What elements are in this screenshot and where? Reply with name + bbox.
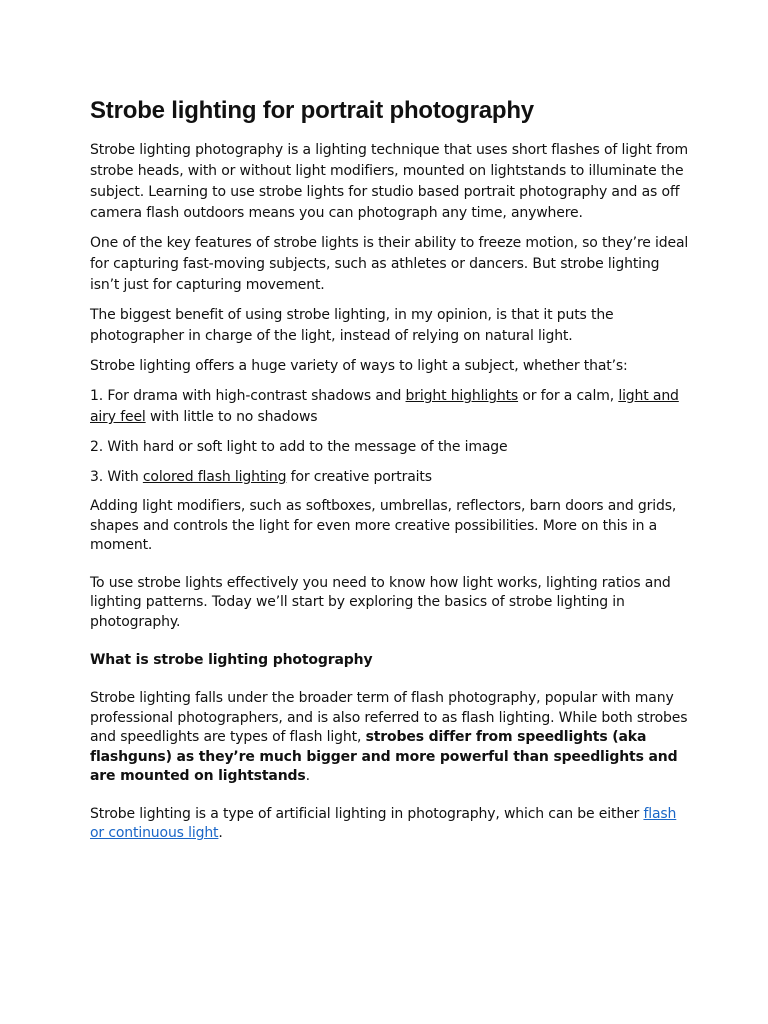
- variety-paragraph: Strobe lighting offers a huge variety of ways to light a subject, whether that’s:: [90, 358, 628, 374]
- list-item-3-text-a: 3. With: [90, 469, 143, 485]
- modifiers-paragraph: Adding light modifiers, such as softboxes, umbrellas, reflectors, barn doors and grids, shapes and controls the light for even more creative possibilities. More on this in a moment.: [90, 498, 677, 553]
- section-heading: What is strobe lighting photography: [90, 652, 373, 668]
- list-item-2: 2. With hard or soft light to add to the message of the image: [90, 439, 508, 455]
- list-item-3: [90, 467, 690, 488]
- artificial-lighting-text-a: Strobe lighting is a type of artificial lighting in photography, which can be either: [90, 805, 644, 822]
- flash-photography-paragraph: [90, 689, 690, 787]
- list-item-1-text-c: with little to no shadows: [145, 409, 318, 425]
- intro-paragraph: Strobe lighting photography is a lighting technique that uses short flashes of light from strobe heads, with or without light modifiers, mounted on lightstands to illuminate the subject. Learning to use strobe lights for studio based portrait photography and as off camera flash outdoors means you can photograph any time, anywhere.: [90, 142, 689, 221]
- list-item-1-text-b: or for a calm,: [518, 388, 619, 404]
- colored-flash-link[interactable]: colored flash lighting: [142, 469, 287, 485]
- list-item-1-text-a: 1. For drama with high-contrast shadows and: [90, 388, 406, 404]
- list-item-1: [90, 386, 690, 428]
- list-item-3-text-b: for creative portraits: [286, 469, 432, 485]
- benefit-paragraph: The biggest benefit of using strobe lighting, in my opinion, is that it puts the photographer in charge of the light, instead of relying on natural light.: [90, 307, 614, 344]
- flash-photography-text-a: Strobe lighting falls under the broader term of flash photography, popular with many professional photographers, and is also referred to as flash lighting. While both strobes and speedlights are types of flash light,: [90, 690, 688, 745]
- light-and-airy-link[interactable]: light and airy feel: [90, 388, 679, 425]
- flash-or-continuous-link[interactable]: flash or continuous light: [90, 805, 677, 841]
- article-body: [90, 94, 690, 853]
- freeze-motion-paragraph: One of the key features of strobe lights is their ability to freeze motion, so they’re ideal for capturing fast-moving subjects, such as athletes or dancers. But strobe lighting isn’t just for capturing movement.: [90, 235, 689, 293]
- flash-photography-text-b: .: [305, 768, 310, 784]
- artificial-lighting-text-b: .: [218, 825, 223, 841]
- strobes-vs-speedlights-bold: strobes differ from speedlights (aka flashguns) as they’re much bigger and more powerful than speedlights and are mounted on lightstands: [90, 729, 678, 784]
- artificial-lighting-paragraph: [90, 805, 690, 844]
- effective-use-paragraph: To use strobe lights effectively you need to know how light works, lighting ratios and lighting patterns. Today we’ll start by exploring the basics of strobe lighting in photography.: [90, 574, 671, 630]
- page-title: Strobe lighting for portrait photography: [90, 97, 534, 124]
- bright-highlights-link[interactable]: bright highlights: [405, 388, 519, 404]
